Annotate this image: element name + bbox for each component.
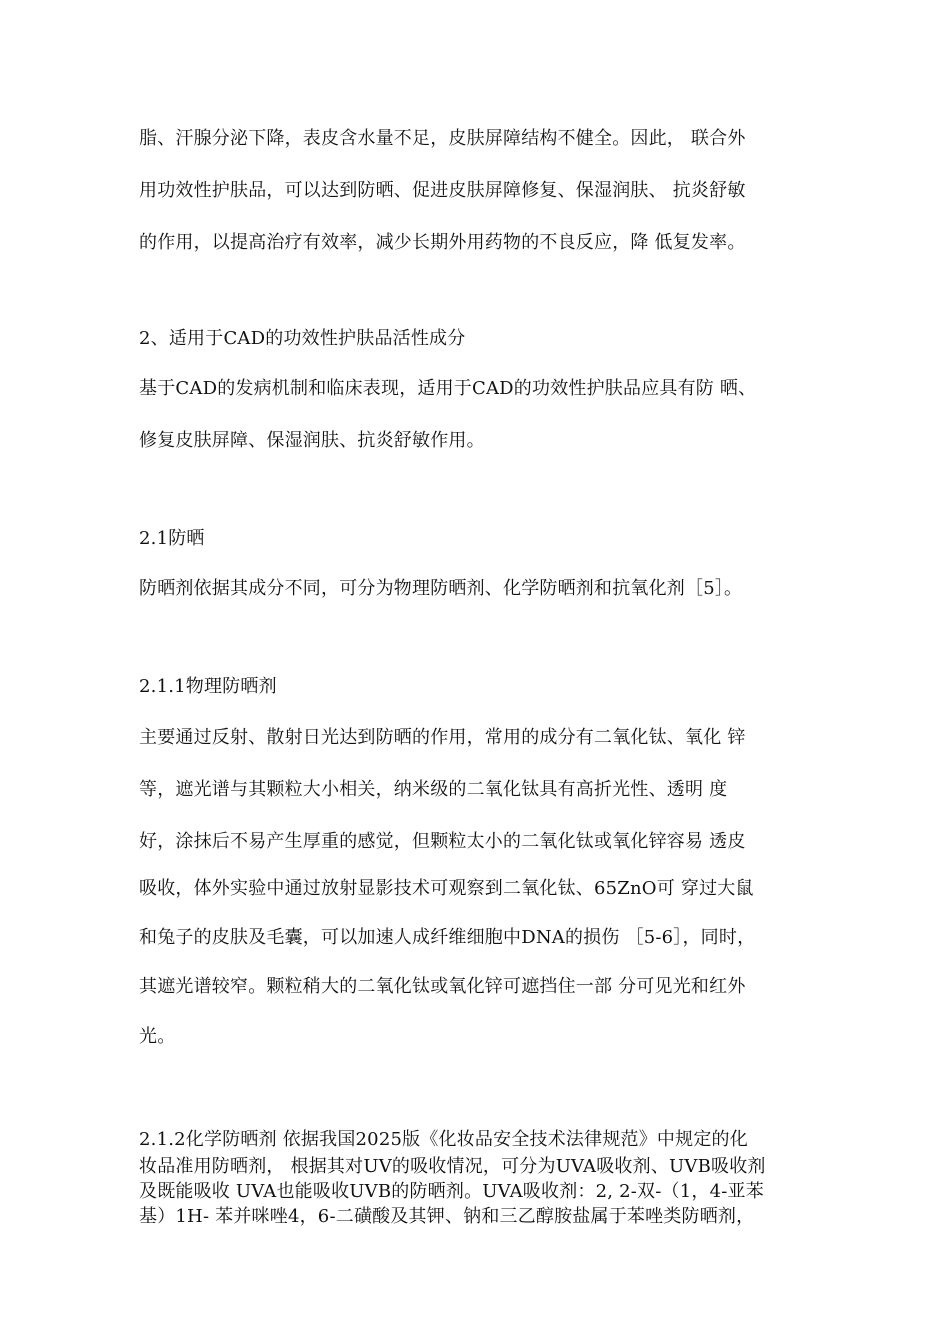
paragraph-line: 妆品准用防晒剂， 根据其对UV的吸收情况，可分为UVA吸收剂、UVB吸收剂 bbox=[139, 1156, 766, 1177]
paragraph-line: 脂、汗腺分泌下降，表皮含水量不足，皮肤屏障结构不健全。因此， 联合外 bbox=[139, 128, 746, 149]
section-heading: 2、适用于CAD的功效性护肤品活性成分 bbox=[139, 328, 466, 349]
paragraph-line: 的作用，以提高治疗有效率，减少长期外用药物的不良反应，降 低复发率。 bbox=[139, 232, 746, 253]
subsection-heading: 2.1防晒 bbox=[139, 528, 205, 549]
paragraph-line: 光。 bbox=[139, 1026, 176, 1047]
paragraph-line: 好，涂抹后不易产生厚重的感觉，但颗粒太小的二氧化钛或氧化锌容易 透皮 bbox=[139, 831, 746, 852]
subsubsection-heading: 2.1.1物理防晒剂 bbox=[139, 676, 277, 697]
paragraph-line: 修复皮肤屏障、保湿润肤、抗炎舒敏作用。 bbox=[139, 430, 485, 451]
paragraph-line: 基）1H- 苯并咪唑4，6-二磺酸及其钾、钠和三乙醇胺盐属于苯唑类防晒剂， bbox=[139, 1206, 755, 1227]
paragraph-line: 和兔子的皮肤及毛囊，可以加速人成纤维细胞中DNA的损伤 ［5-6］，同时， bbox=[139, 927, 756, 948]
paragraph-line: 吸收，体外实验中通过放射显影技术可观察到二氧化钛、65ZnO可 穿过大鼠 bbox=[139, 878, 754, 899]
paragraph-line: 其遮光谱较窄。颗粒稍大的二氧化钛或氧化锌可遮挡住一部 分可见光和红外 bbox=[139, 976, 746, 997]
paragraph-line: 主要通过反射、散射日光达到防晒的作用，常用的成分有二氧化钛、氧化 锌 bbox=[139, 727, 746, 748]
paragraph-line: 基于CAD的发病机制和临床表现，适用于CAD的功效性护肤品应具有防 晒、 bbox=[139, 378, 757, 399]
paragraph-line: 2.1.2化学防晒剂 依据我国2025版《化妆品安全技术法律规范》中规定的化 bbox=[139, 1129, 748, 1150]
paragraph-line: 及既能吸收 UVA也能吸收UVB的防晒剂。UVA吸收剂：2, 2-双-（1，4-亚苯 bbox=[139, 1181, 764, 1202]
paragraph-line: 等，遮光谱与其颗粒大小相关，纳米级的二氧化钛具有高折光性、透明 度 bbox=[139, 779, 728, 800]
paragraph-line: 防晒剂依据其成分不同，可分为物理防晒剂、化学防晒剂和抗氧化剂［5］。 bbox=[139, 578, 743, 599]
paragraph-line: 用功效性护肤品，可以达到防晒、促进皮肤屏障修复、保湿润肤、 抗炎舒敏 bbox=[139, 180, 746, 201]
